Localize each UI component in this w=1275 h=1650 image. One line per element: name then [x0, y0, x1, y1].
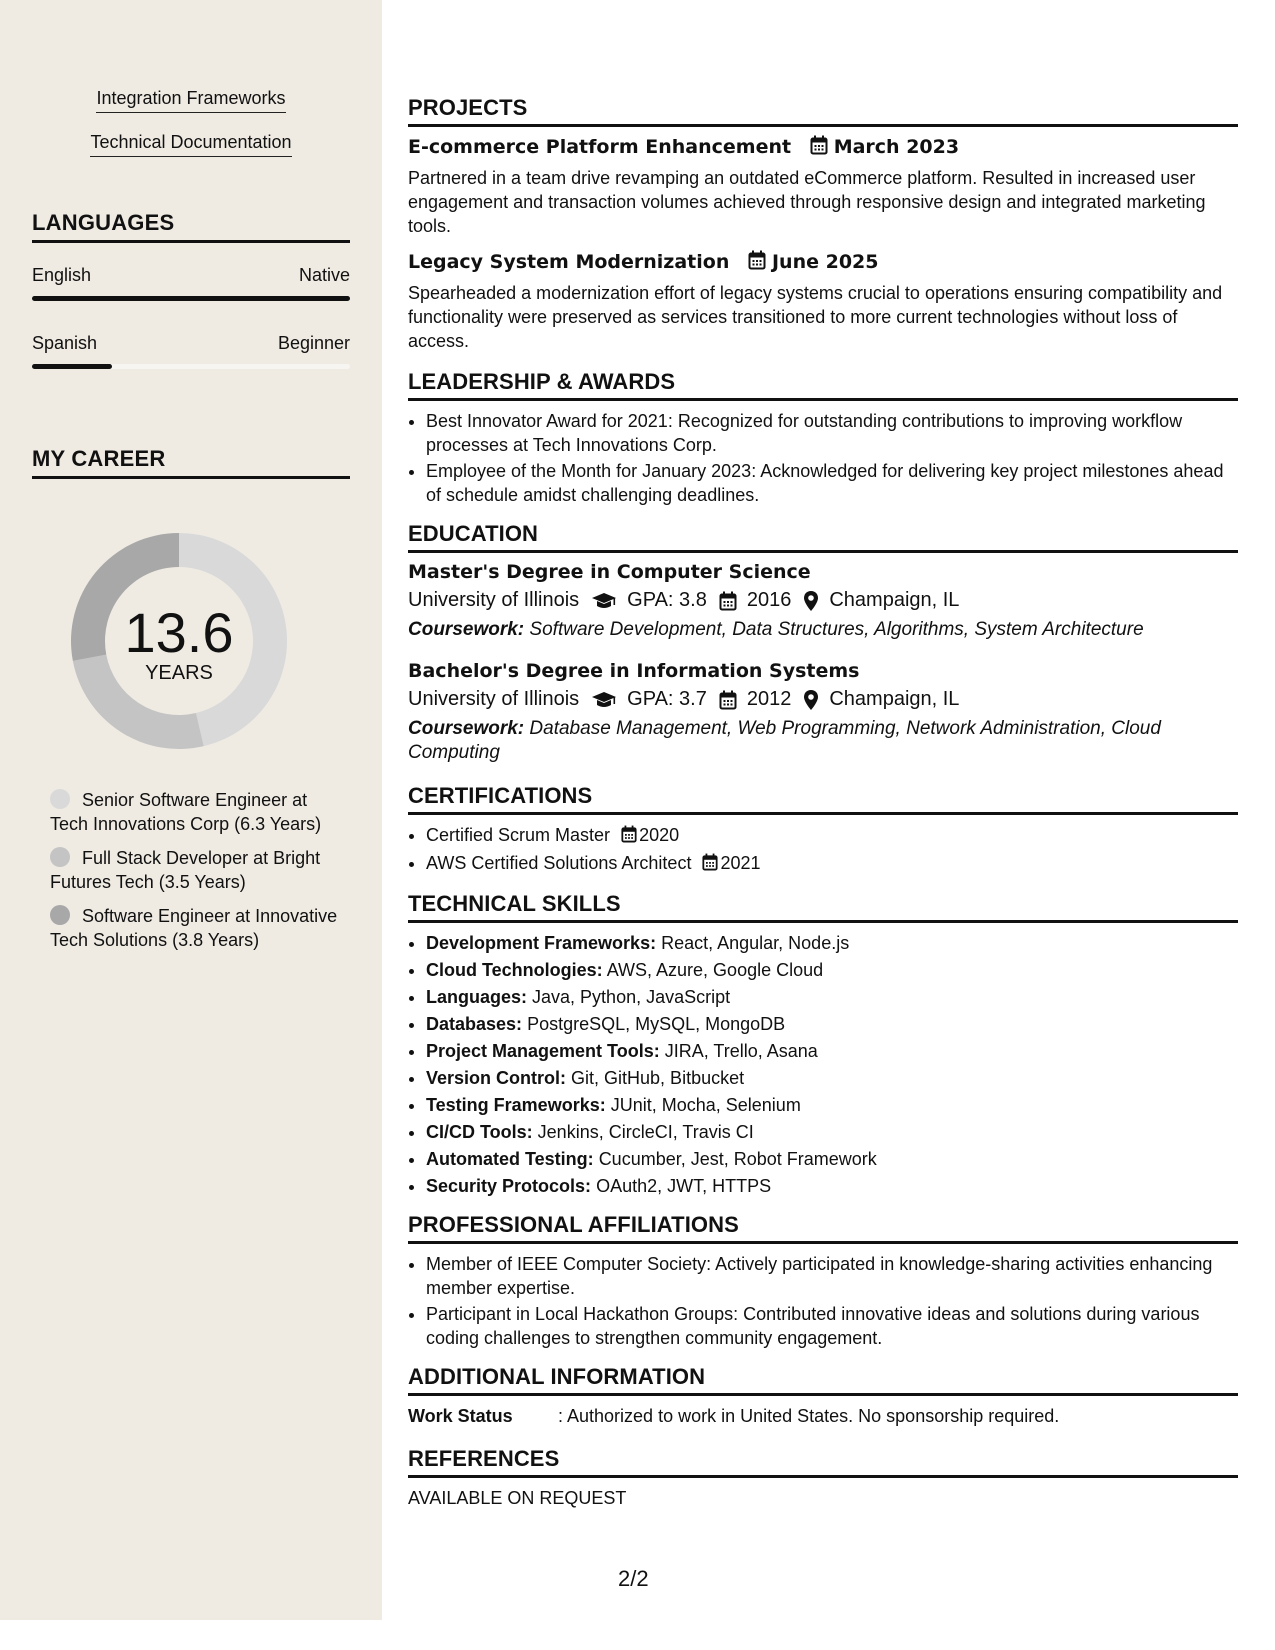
- projects-heading: PROJECTS: [408, 95, 1238, 127]
- coursework-label: Coursework:: [408, 619, 525, 640]
- skill-value: OAuth2, JWT, HTTPS: [596, 1176, 772, 1196]
- language-proficiency-fill: [32, 296, 350, 301]
- career-total-years: 13.6: [124, 601, 234, 664]
- skill-item: [426, 1120, 1238, 1144]
- page-number: 2/2: [618, 1566, 649, 1591]
- coursework: [408, 717, 1238, 765]
- calendar-icon: [719, 591, 737, 611]
- skill-label: Cloud Technologies:: [426, 960, 603, 980]
- skill-value: JUnit, Mocha, Selenium: [610, 1095, 801, 1115]
- education-heading: EDUCATION: [408, 521, 1238, 553]
- affiliation-item: • Participant in Local Hackathon Groups: Contributed innovative ideas and solutions during various coding challenges to strengthen community engagement.: [426, 1302, 1238, 1350]
- skill-tag-label: Integration Frameworks: [96, 88, 285, 113]
- skill-item: [426, 1093, 1238, 1117]
- education-meta: [408, 589, 1238, 612]
- language-level: Beginner: [277, 333, 350, 353]
- project-description: Spearheaded a modernization effort of legacy systems crucial to operations ensuring compatibility and functionality were preserved as services transitioned to more current technologies without loss of access.: [408, 283, 1223, 351]
- language-row: [32, 333, 350, 354]
- sidebar: [0, 0, 382, 1620]
- legend-dot-icon: [50, 905, 70, 925]
- certification-item: [426, 851, 1238, 877]
- language-proficiency-fill: [32, 364, 112, 369]
- skill-label: Security Protocols:: [426, 1176, 592, 1196]
- skill-item: [426, 1039, 1238, 1063]
- school-name: University of Illinois: [408, 688, 580, 710]
- languages-heading: LANGUAGES: [32, 210, 350, 243]
- degree-title: Bachelor's Degree in Information Systems: [408, 660, 860, 682]
- references-text: AVAILABLE ON REQUEST: [408, 1488, 627, 1508]
- coursework-label: Coursework:: [408, 718, 525, 739]
- career-heading: MY CAREER: [32, 446, 350, 479]
- career-donut-chart: [66, 528, 292, 754]
- additional-info-heading: ADDITIONAL INFORMATION: [408, 1364, 1238, 1396]
- language-row: [32, 265, 350, 286]
- skill-value: JIRA, Trello, Asana: [664, 1041, 818, 1061]
- graduation-year: 2012: [746, 688, 792, 710]
- language-proficiency-bar: [32, 364, 350, 369]
- affiliations-heading: PROFESSIONAL AFFILIATIONS: [408, 1212, 1238, 1244]
- calendar-icon: [748, 250, 766, 275]
- skill-value: Cucumber, Jest, Robot Framework: [598, 1149, 877, 1169]
- career-legend-item: [50, 788, 340, 836]
- language-name: English: [32, 265, 92, 285]
- coursework: [408, 618, 1238, 642]
- certification-year: 2020: [639, 825, 680, 845]
- education-meta: [408, 688, 1238, 711]
- leadership-item: • Best Innovator Award for 2021: Recognized for outstanding contributions to improving workflow processes at Tech Innovations Corp.: [426, 409, 1238, 457]
- skill-value: AWS, Azure, Google Cloud: [606, 960, 824, 980]
- map-pin-icon: [803, 590, 819, 612]
- skill-tag: [0, 132, 382, 157]
- career-legend-label: Software Engineer at Innovative Tech Solutions (3.8 Years): [50, 906, 338, 950]
- career-total-unit: YEARS: [145, 662, 213, 684]
- leadership-list: [408, 409, 1238, 507]
- school-location: Champaign, IL: [829, 589, 960, 611]
- graduation-cap-icon: [591, 690, 617, 710]
- skill-label: Development Frameworks:: [426, 933, 657, 953]
- technical-skills-heading: TECHNICAL SKILLS: [408, 891, 1238, 923]
- skill-label: Version Control:: [426, 1068, 567, 1088]
- career-legend-item: [50, 904, 340, 952]
- project-title-row: [408, 250, 1238, 275]
- degree-title: Master's Degree in Computer Science: [408, 561, 811, 583]
- skill-value: Git, GitHub, Bitbucket: [571, 1068, 745, 1088]
- project-description: Partnered in a team drive revamping an outdated eCommerce platform. Resulted in increased user engagement and transaction volumes achieved through responsive design and integrated marketing tools.: [408, 168, 1206, 236]
- calendar-icon: [810, 135, 828, 160]
- certification-item: [426, 823, 1238, 849]
- work-status-label: Work Status: [408, 1406, 513, 1426]
- skill-tag: [0, 88, 382, 113]
- coursework-text: Database Management, Web Programming, Network Administration, Cloud Computing: [408, 718, 1161, 763]
- skill-value: Java, Python, JavaScript: [532, 987, 731, 1007]
- skill-item: [426, 931, 1238, 955]
- project-title: Legacy System Modernization: [408, 251, 730, 273]
- affiliation-item: • Member of IEEE Computer Society: Actively participated in knowledge-sharing activities enhancing member expertise.: [426, 1252, 1238, 1300]
- calendar-icon: [702, 853, 718, 877]
- language-proficiency-bar: [32, 296, 350, 301]
- skill-item: [426, 1174, 1238, 1198]
- main-content: [408, 95, 1238, 1510]
- language-name: Spanish: [32, 333, 98, 353]
- project-date: March 2023: [833, 136, 960, 158]
- affiliations-list: [408, 1252, 1238, 1350]
- gpa: GPA: 3.8: [627, 589, 707, 611]
- career-legend-item: [50, 846, 340, 894]
- gpa: GPA: 3.7: [627, 688, 707, 710]
- leadership-heading: LEADERSHIP & AWARDS: [408, 369, 1238, 401]
- skill-label: Project Management Tools:: [426, 1041, 660, 1061]
- calendar-icon: [719, 690, 737, 710]
- calendar-icon: [621, 825, 637, 849]
- graduation-year: 2016: [746, 589, 792, 611]
- references-heading: REFERENCES: [408, 1446, 1238, 1478]
- skill-item: [426, 1147, 1238, 1171]
- skill-label: Databases:: [426, 1014, 523, 1034]
- project-date: June 2025: [771, 251, 879, 273]
- certification-name: AWS Certified Solutions Architect: [426, 853, 692, 873]
- legend-dot-icon: [50, 789, 70, 809]
- skill-item: [426, 985, 1238, 1009]
- coursework-text: Software Development, Data Structures, Algorithms, System Architecture: [529, 619, 1144, 640]
- project-title: E-commerce Platform Enhancement: [408, 136, 792, 158]
- skill-item: [426, 958, 1238, 982]
- skill-value: Jenkins, CircleCI, Travis CI: [537, 1122, 754, 1142]
- skill-tag-label: Technical Documentation: [90, 132, 291, 157]
- legend-dot-icon: [50, 847, 70, 867]
- work-status-value: : Authorized to work in United States. No sponsorship required.: [558, 1406, 1060, 1426]
- skill-item: [426, 1012, 1238, 1036]
- certification-name: Certified Scrum Master: [426, 825, 611, 845]
- technical-skills-list: [408, 931, 1238, 1198]
- skill-value: PostgreSQL, MySQL, MongoDB: [527, 1014, 786, 1034]
- project-title-row: [408, 135, 1238, 160]
- skill-label: Automated Testing:: [426, 1149, 594, 1169]
- career-legend-label: Full Stack Developer at Bright Futures Tech (3.5 Years): [50, 848, 321, 892]
- career-legend: [50, 788, 340, 962]
- work-status-row: [408, 1404, 1238, 1428]
- school-location: Champaign, IL: [829, 688, 960, 710]
- school-name: University of Illinois: [408, 589, 580, 611]
- language-level: Native: [298, 265, 350, 285]
- skill-label: Languages:: [426, 987, 528, 1007]
- leadership-item: • Employee of the Month for January 2023: Acknowledged for delivering key project milestones ahead of schedule amidst challenging deadlines.: [426, 459, 1238, 507]
- skill-label: Testing Frameworks:: [426, 1095, 606, 1115]
- certification-year: 2021: [720, 853, 761, 873]
- career-legend-label: Senior Software Engineer at Tech Innovations Corp (6.3 Years): [50, 790, 322, 834]
- certifications-heading: CERTIFICATIONS: [408, 783, 1238, 815]
- graduation-cap-icon: [591, 591, 617, 611]
- certifications-list: [408, 823, 1238, 877]
- skill-item: [426, 1066, 1238, 1090]
- map-pin-icon: [803, 689, 819, 711]
- skill-value: React, Angular, Node.js: [661, 933, 850, 953]
- skill-label: CI/CD Tools:: [426, 1122, 533, 1142]
